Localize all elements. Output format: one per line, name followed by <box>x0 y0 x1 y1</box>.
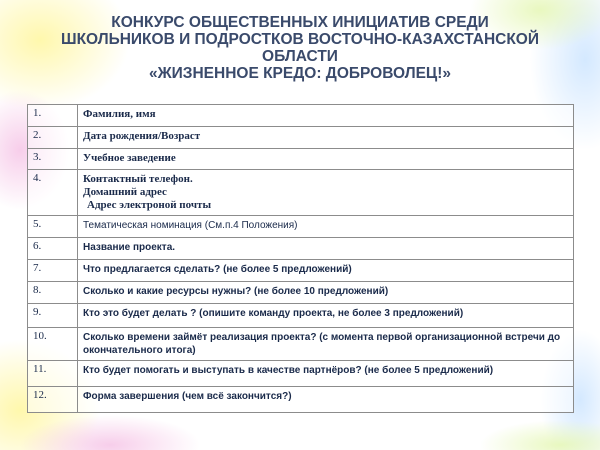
table-row <box>28 170 574 216</box>
row-label: Учебное заведение <box>78 149 574 170</box>
application-form-table <box>27 104 574 413</box>
title-line-2: ШКОЛЬНИКОВ И ПОДРОСТКОВ ВОСТОЧНО-КАЗАХСТАНСКОЙ <box>61 31 539 48</box>
title-line-3: ОБЛАСТИ <box>262 48 338 65</box>
row-number: 1. <box>28 105 78 127</box>
row-number: 12. <box>28 387 78 413</box>
row-label: Тематическая номинация (См.п.4 Положения) <box>78 216 574 238</box>
title-line-4: «ЖИЗНЕННОЕ КРЕДО: ДОБРОВОЛЕЦ!» <box>148 65 452 82</box>
table-row <box>28 149 574 170</box>
row-label: Сколько времени займёт реализация проекта? (с момента первой организационной встречи до окончательного итога) <box>78 328 574 361</box>
table-row <box>28 361 574 387</box>
row-number: 7. <box>28 260 78 282</box>
row-label: Контактный телефон. Домашний адрес Адрес электроной почты <box>78 170 574 216</box>
table-row <box>28 328 574 361</box>
table-row <box>28 304 574 328</box>
title-line-1: КОНКУРС ОБЩЕСТВЕННЫХ ИНИЦИАТИВ СРЕДИ <box>111 14 489 31</box>
row-label: Название проекта. <box>78 238 574 260</box>
row-number: 5. <box>28 216 78 238</box>
table-row <box>28 127 574 149</box>
table-row <box>28 238 574 260</box>
bg-blob-green-bottomright <box>480 420 600 450</box>
row-label: Кто это будет делать ? (опишите команду проекта, не более 3 предложений) <box>78 304 574 328</box>
row-number: 9. <box>28 304 78 328</box>
table-row <box>28 282 574 304</box>
row-number: 8. <box>28 282 78 304</box>
row-number: 4. <box>28 170 78 216</box>
row-number: 6. <box>28 238 78 260</box>
row-label: Форма завершения (чем всё закончится?) <box>78 387 574 413</box>
page-title <box>40 14 560 82</box>
table-row <box>28 387 574 413</box>
row-label: Фамилия, имя <box>78 105 574 127</box>
row-number: 10. <box>28 328 78 361</box>
row-number: 2. <box>28 127 78 149</box>
table-row <box>28 105 574 127</box>
row-label: Сколько и какие ресурсы нужны? (не более 10 предложений) <box>78 282 574 304</box>
table-row <box>28 260 574 282</box>
row-number: 3. <box>28 149 78 170</box>
row-label: Дата рождения/Возраст <box>78 127 574 149</box>
row-label: Что предлагается сделать? (не более 5 предложений) <box>78 260 574 282</box>
row-number: 11. <box>28 361 78 387</box>
table-row <box>28 216 574 238</box>
row-label: Кто будет помогать и выступать в качестве партнёров? (не более 5 предложений) <box>78 361 574 387</box>
